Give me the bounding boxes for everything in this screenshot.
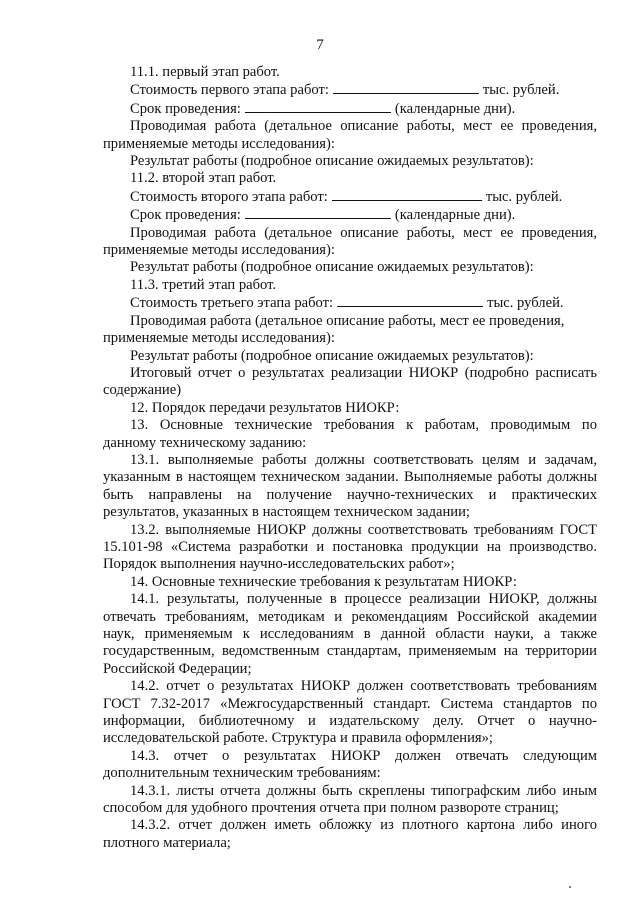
stage2-cost-label: Стоимость второго этапа работ: (130, 188, 328, 205)
stage3-cost-unit: тыс. рублей. (487, 295, 564, 312)
stage2-cost-unit: тыс. рублей. (485, 188, 563, 205)
document-body (103, 64, 597, 852)
stage2-term-blank (245, 206, 391, 219)
section-13-2: 13.2. выполняемые НИОКР должны соответствовать требованиям ГОСТ 15.101-98 «Система разработки и постановка продукции на производство. Порядок выполнения научно-исследовательских работ»; (103, 521, 597, 573)
stage2-cost-blank (332, 188, 482, 201)
stage2-term-label: Срок проведения: (130, 207, 241, 224)
stage1-cost-unit: тыс. рублей. (482, 82, 560, 99)
stage2-result-desc: Результат работы (подробное описание ожидаемых результатов): (130, 259, 534, 276)
stage1-cost-label: Стоимость первого этапа работ: (130, 82, 329, 99)
stage1-term-row (103, 100, 597, 118)
page-number: 7 (316, 37, 324, 53)
section-14-3-1: 14.3.1. листы отчета должны быть скреплены типографским либо иным способом для удобного прочтения отчета при полном развороте страниц; (103, 782, 597, 817)
stage3-work-desc-b: применяемые методы исследования): (103, 330, 335, 347)
section-13: 13. Основные технические требования к работам, проводимым по данному техническому заданию: (103, 417, 597, 451)
stage1-cost-row (103, 81, 597, 99)
stage2-cost-row (103, 188, 597, 206)
stage1-cost-blank (333, 81, 479, 94)
stage2-work-desc-a: Проводимая работа (детальное описание работы, мест ее проведения, (130, 224, 597, 241)
stage2-work-desc-b: применяемые методы исследования): (103, 242, 335, 259)
stage3-cost-row (103, 294, 597, 312)
stage3-cost-label: Стоимость третьего этапа работ: (130, 295, 334, 312)
stage1-term-label: Срок проведения: (130, 100, 241, 117)
stage2-term-unit: (календарные дни). (394, 207, 516, 224)
section-14-2: 14.2. отчет о результатах НИОКР должен соответствовать требованиям ГОСТ 7.32-2017 «Межгосударственный стандарт. Система стандартов по информации, библиотечному и издательскому делу. Отчет о научно-исследовательской работе. Структура и правила оформления»; (103, 678, 597, 747)
section-11-1: 11.1. первый этап работ. (130, 64, 280, 80)
stage3-result-desc: Результат работы (подробное описание ожидаемых результатов): (130, 347, 534, 364)
section-12: 12. Порядок передачи результатов НИОКР: (130, 399, 400, 416)
stage1-term-blank (245, 100, 391, 113)
section-13-1: 13.1. выполняемые работы должны соответствовать целям и задачам, указанным в настоящем техническом задании. Выполняемые работы должны быть направлены на получение научно-технических и практических результатов, указанных в настоящем техническом задании; (103, 451, 597, 521)
stage1-work-desc-b: применяемые методы исследования): (103, 135, 335, 152)
stage3-cost-blank (337, 294, 483, 307)
section-14-3-2: 14.3.2. отчет должен иметь обложку из плотного картона либо иного плотного материала; (103, 817, 597, 851)
stage1-term-unit: (календарные дни). (394, 100, 516, 117)
stage3-work-desc-a: Проводимая работа (детальное описание работы, мест ее проведения, (130, 312, 565, 329)
section-14: 14. Основные технические требования к результатам НИОКР: (130, 573, 517, 590)
section-11-2: 11.2. второй этап работ. (130, 170, 277, 187)
section-14-3: 14.3. отчет о результатах НИОКР должен отвечать следующим дополнительным техническим требованиям: (103, 747, 597, 782)
final-report: Итоговый отчет о результатах реализации НИОКР (подробно расписать содержание) (103, 364, 597, 399)
scan-speck (569, 886, 571, 888)
section-14-1: 14.1. результаты, полученные в процессе реализации НИОКР, должны отвечать требованиям, методикам и рекомендациям Российской академии наук, применяемым к исследованиям в данной области науки, а также государственным, ведомственным стандартам, применяемым на территории Российской Федерации; (103, 591, 597, 677)
section-11-3: 11.3. третий этап работ. (130, 276, 277, 293)
stage1-result-desc: Результат работы (подробное описание ожидаемых результатов): (130, 153, 534, 170)
stage1-work-desc-a: Проводимая работа (детальное описание работы, мест ее проведения, (130, 118, 597, 135)
stage2-term-row (103, 206, 597, 224)
